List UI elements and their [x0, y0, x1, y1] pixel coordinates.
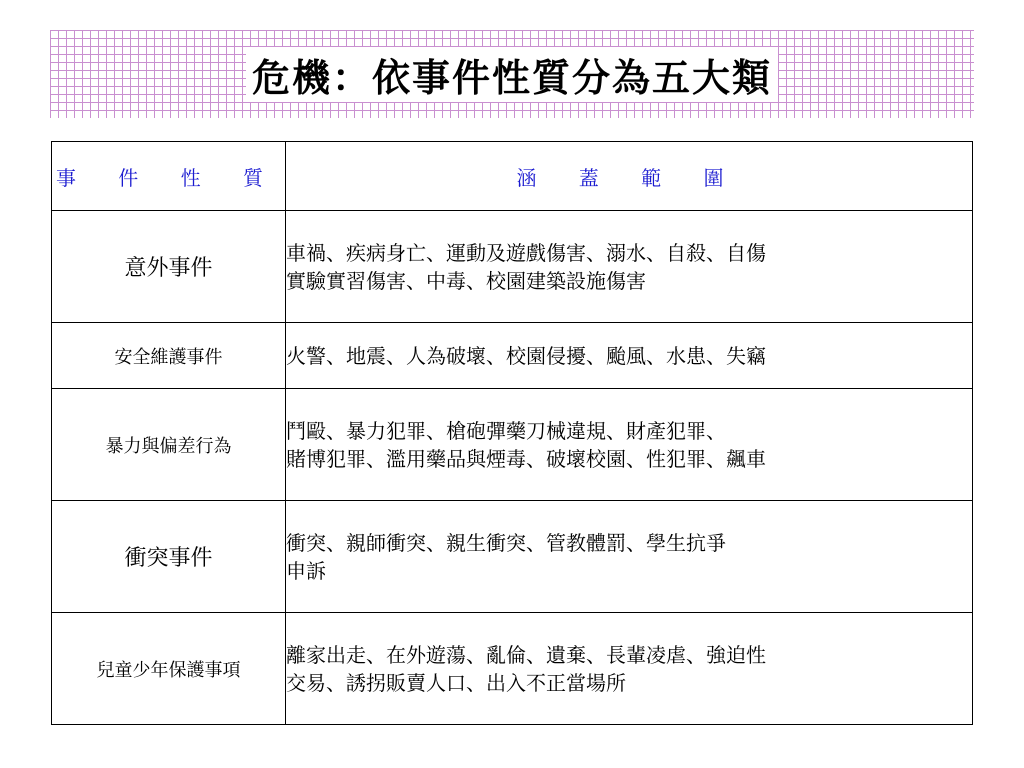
event-type-cell: 衝突事件 [52, 501, 286, 613]
scope-line: 申訴 [286, 558, 326, 583]
table-row [52, 501, 973, 613]
scope-line: 交易、誘拐販賣人口、出入不正當場所 [286, 670, 626, 695]
scope-line: 離家出走、在外遊蕩、亂倫、遺棄、長輩凌虐、強迫性 [286, 642, 766, 667]
slide-title-container [50, 30, 974, 118]
scope-line: 賭博犯罪、濫用藥品與煙毒、破壞校園、性犯罪、飆車 [286, 446, 766, 471]
scope-line: 車禍、疾病身亡、運動及遊戲傷害、溺水、自殺、自傷 [286, 240, 766, 265]
scope-line: 火警、地震、人為破壞、校園侵擾、颱風、水患、失竊 [286, 343, 766, 368]
event-type-cell: 意外事件 [52, 211, 286, 323]
scope-cell [286, 323, 973, 389]
slide-title: 危機：依事件性質分為五大類 [246, 47, 778, 102]
scope-line: 實驗實習傷害、中毒、校園建築設施傷害 [286, 268, 646, 293]
event-type-cell: 兒童少年保護事項 [52, 613, 286, 725]
table-row [52, 211, 973, 323]
scope-line: 衝突、親師衝突、親生衝突、管教體罰、學生抗爭 [286, 530, 726, 555]
event-type-cell: 安全維護事件 [52, 323, 286, 389]
scope-cell [286, 389, 973, 501]
crisis-category-table [51, 141, 973, 725]
scope-cell [286, 613, 973, 725]
event-type-cell: 暴力與偏差行為 [52, 389, 286, 501]
scope-cell [286, 501, 973, 613]
table-row [52, 323, 973, 389]
table-row [52, 613, 973, 725]
scope-line: 鬥毆、暴力犯罪、槍砲彈藥刀械違規、財產犯罪、 [286, 418, 726, 443]
header-scope: 涵 蓋 範 圍 [286, 142, 973, 211]
table-header-row [52, 142, 973, 211]
table-row [52, 389, 973, 501]
header-event-type: 事 件 性 質 [52, 142, 286, 211]
scope-cell [286, 211, 973, 323]
